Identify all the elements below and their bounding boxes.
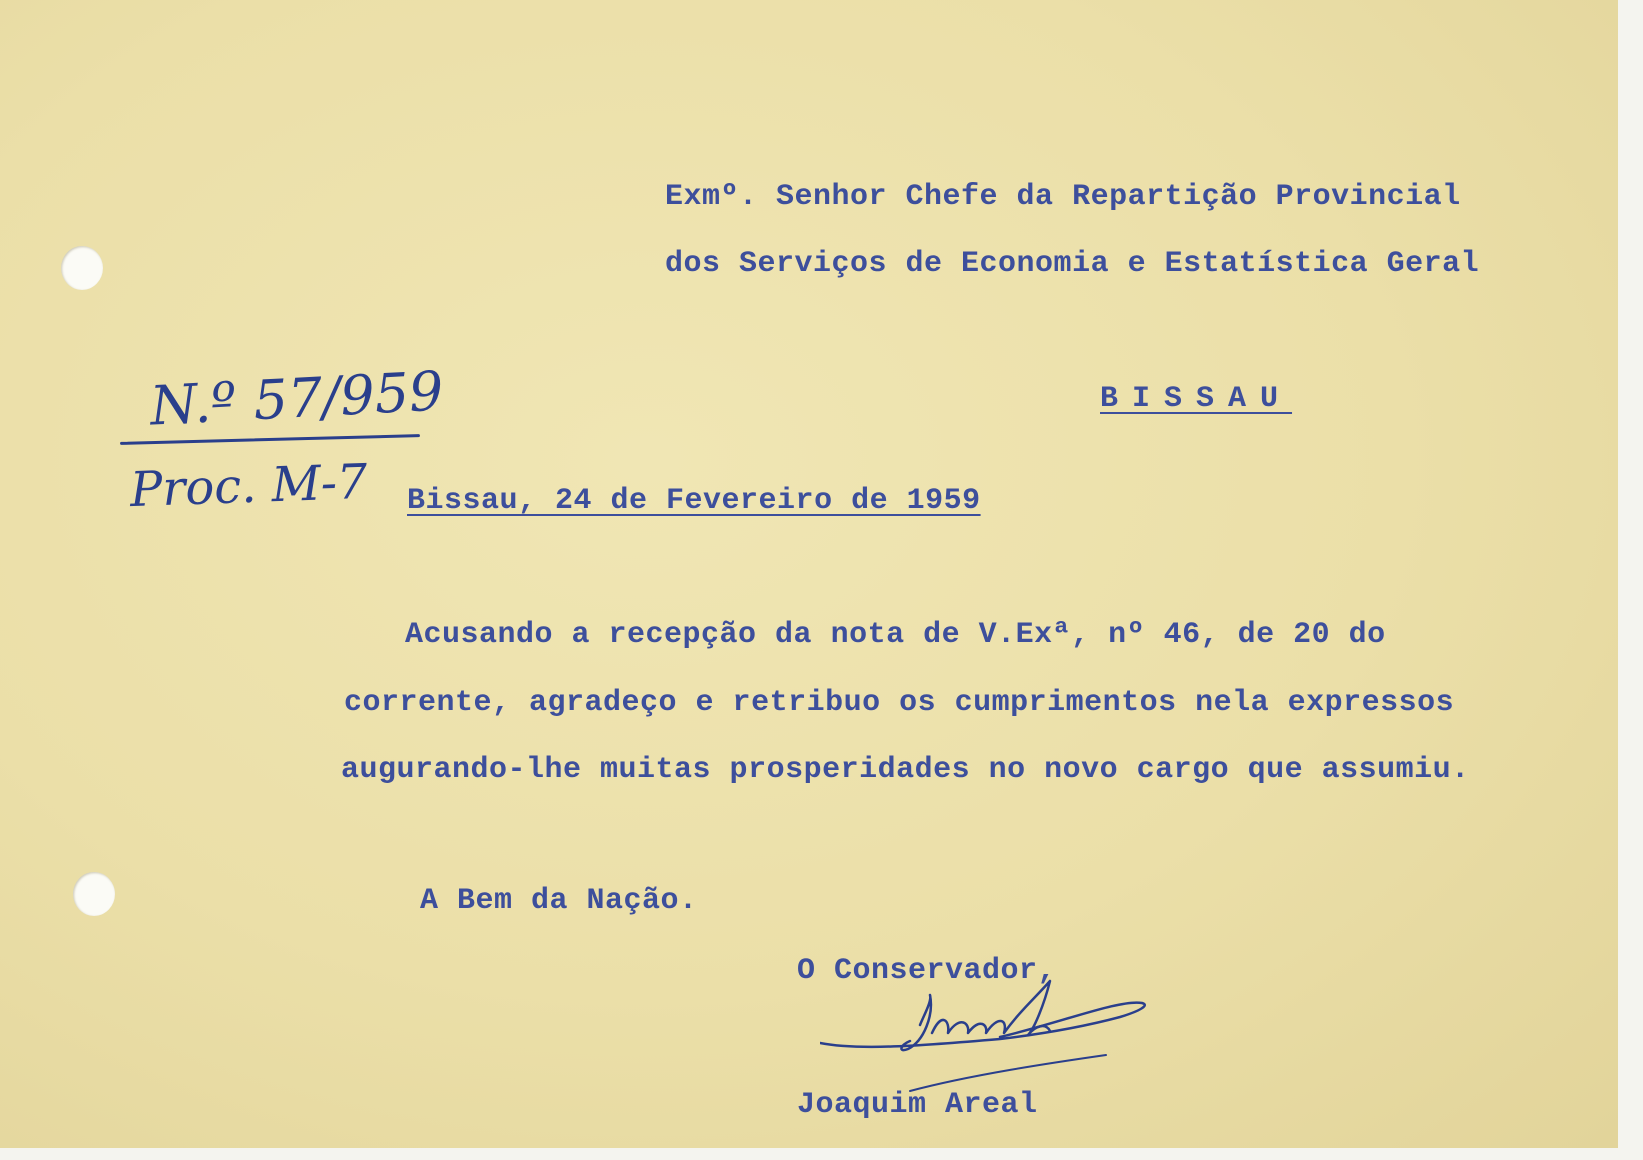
body-line-1: Acusando a recepção da nota de V.Exª, nº 46, de 20 do — [405, 618, 1386, 652]
scan-margin-right — [1618, 0, 1643, 1160]
handwritten-process-reference: Proc. M-7 — [129, 453, 369, 519]
signatory-title: O Conservador, — [797, 954, 1057, 988]
body-line-3: augurando-lhe muitas prosperidades no novo cargo que assumiu. — [341, 753, 1470, 787]
recipient-line-1: Exmº. Senhor Chefe da Repartição Provincial — [665, 180, 1461, 214]
body-line-2: corrente, agradeço e retribuo os cumprimentos nela expressos — [344, 686, 1455, 720]
handwritten-signature — [820, 975, 1160, 1095]
recipient-city: BISSAU — [1100, 382, 1293, 416]
signatory-name: Joaquim Areal — [797, 1088, 1038, 1122]
scan-margin-bottom — [0, 1148, 1643, 1160]
recipient-line-2: dos Serviços de Economia e Estatística Geral — [665, 247, 1480, 281]
punch-hole-top — [61, 246, 103, 290]
punch-hole-bottom — [73, 872, 115, 916]
handwritten-reference-number: N.º 57/959 — [148, 359, 445, 438]
closing-salutation: A Bem da Nação. — [420, 884, 698, 918]
date-line: Bissau, 24 de Fevereiro de 1959 — [407, 484, 981, 518]
